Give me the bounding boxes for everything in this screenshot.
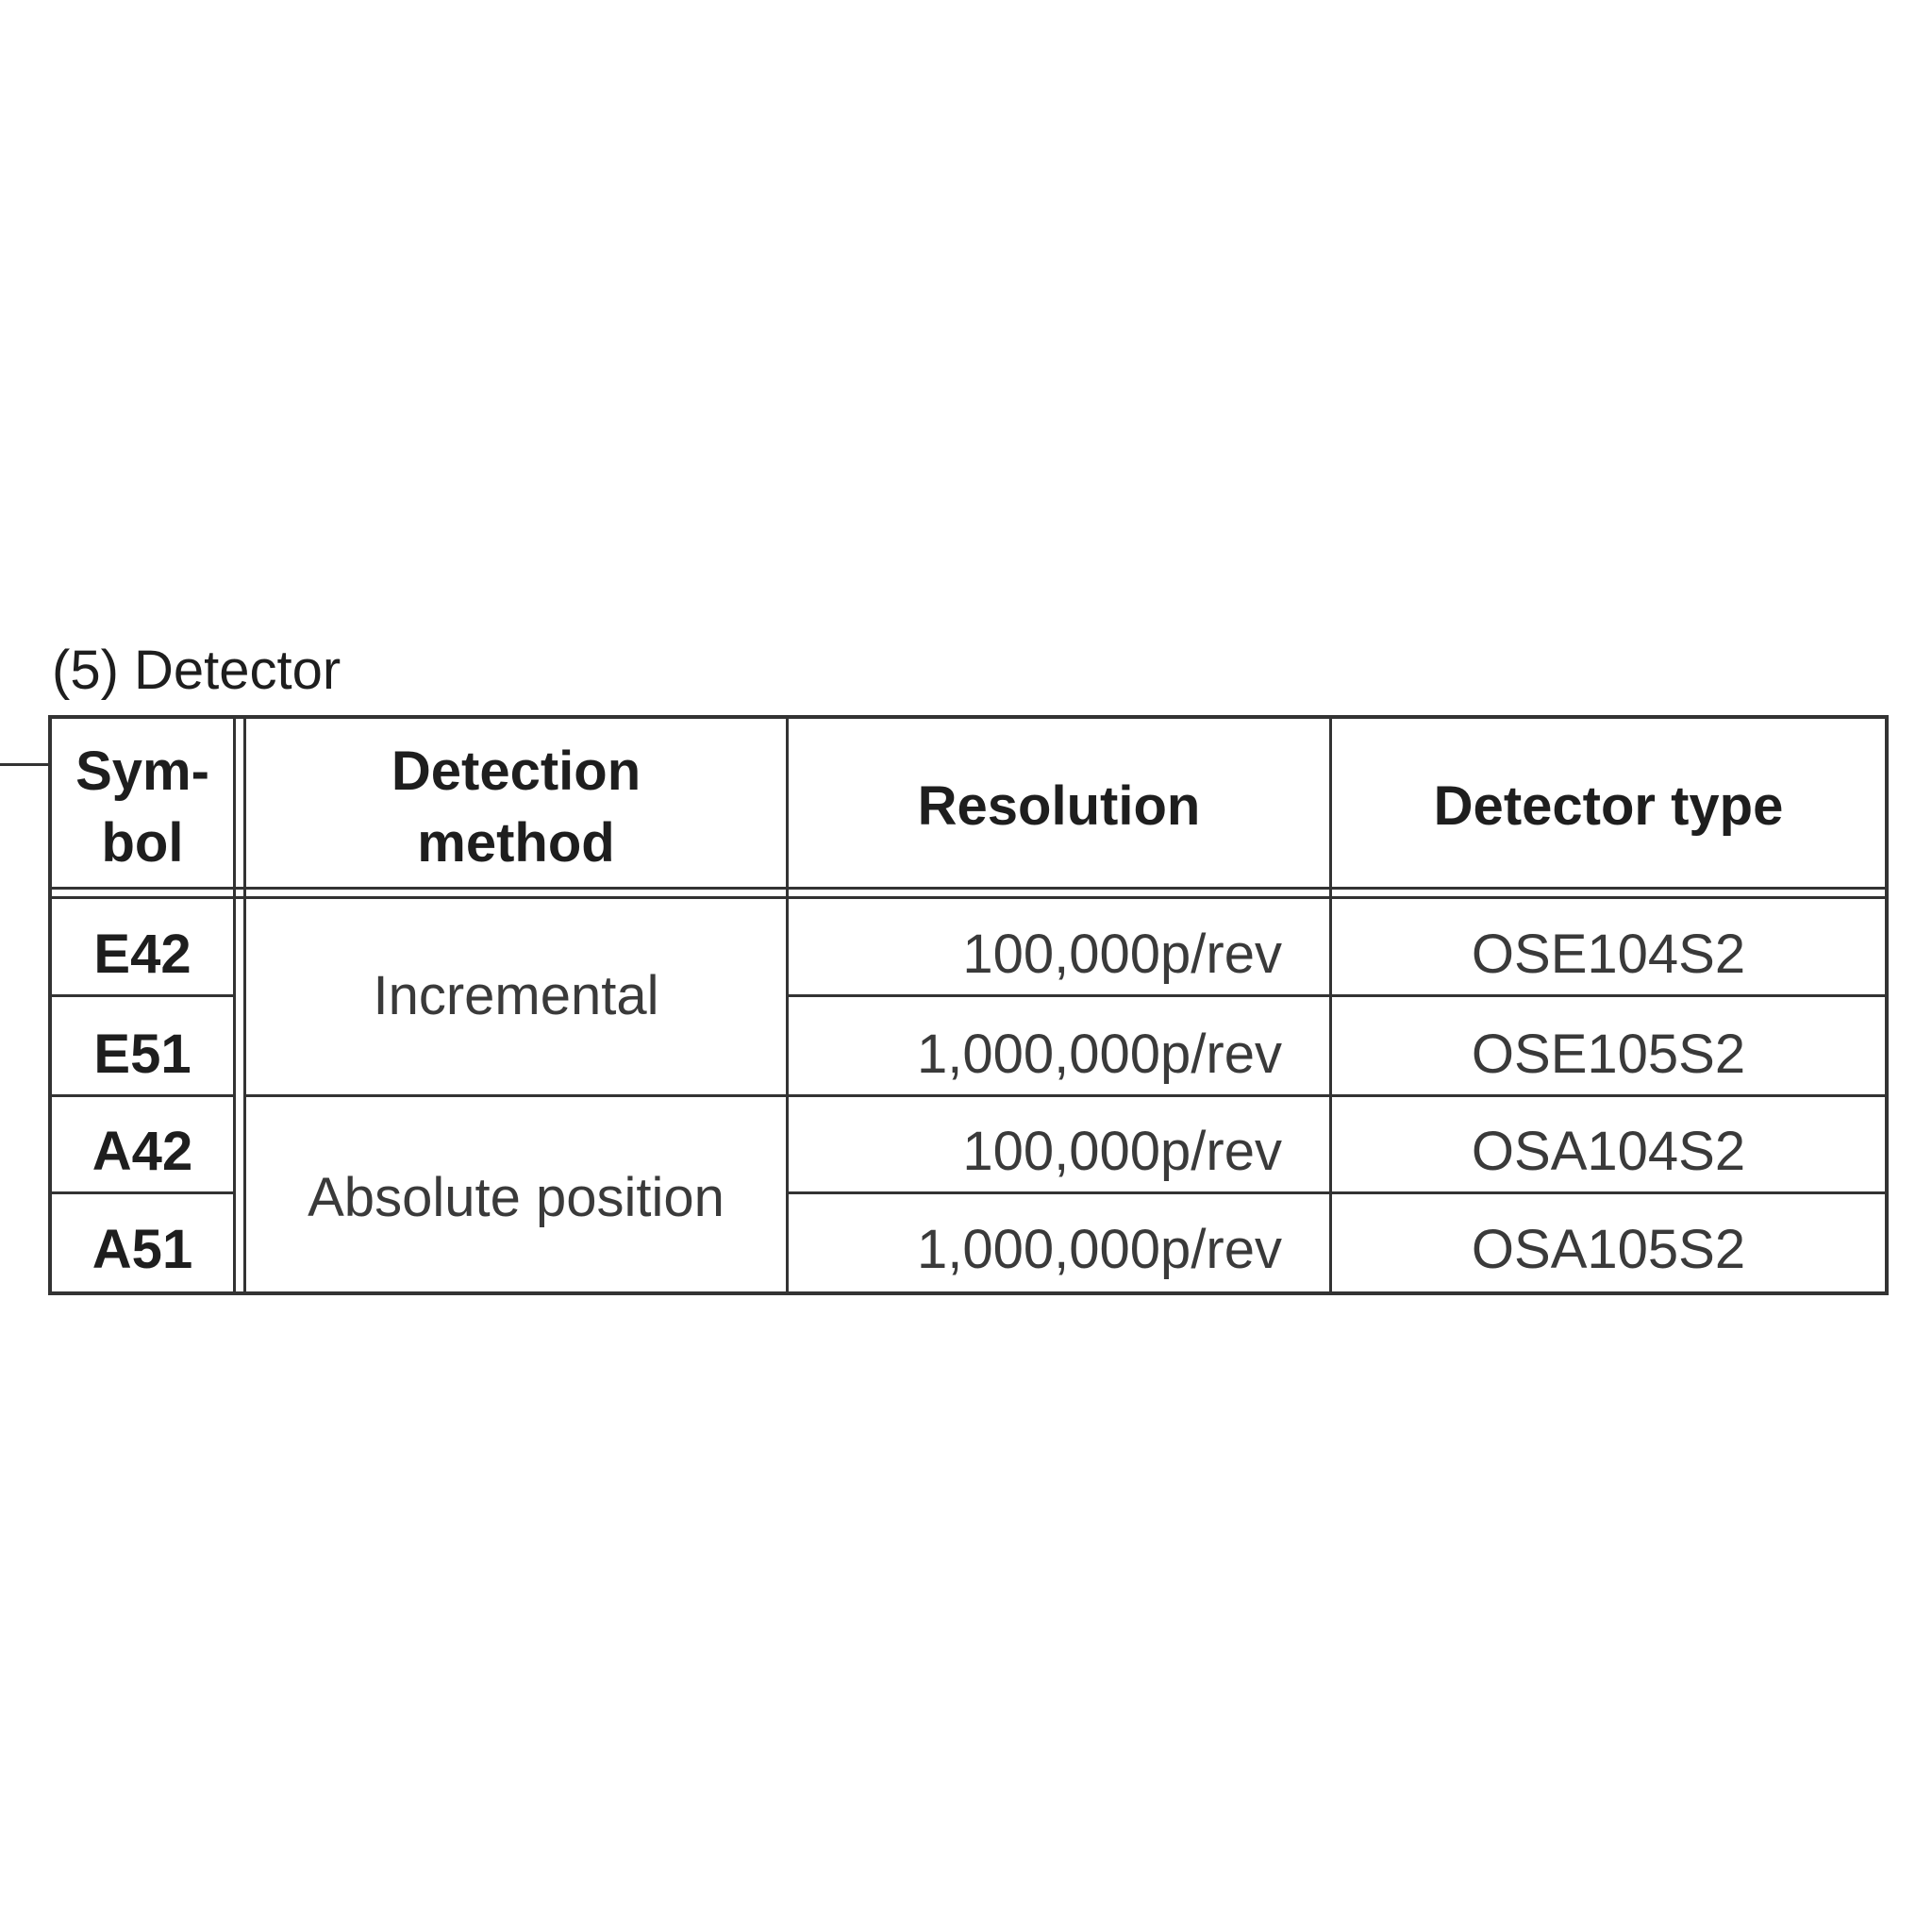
resolution-cell: 1,000,000p/rev [917,1219,1282,1280]
table-border-bottom [48,1291,1889,1295]
symbol-cell: A42 [92,1121,193,1182]
row-line-values-2 [786,1094,1889,1097]
method-group-absolute: Absolute position [308,1167,724,1228]
resolution-cell: 100,000p/rev [962,1121,1282,1182]
detector-type-cell: OSE104S2 [1471,924,1746,985]
header-resolution: Resolution [917,775,1201,837]
header-detector-type: Detector type [1433,775,1784,837]
row-line-values-3 [786,1191,1889,1194]
symbol-cell: E42 [93,924,192,985]
table-border-right [1885,715,1889,1295]
header-divider-a [48,887,1889,890]
row-line-symbol-1 [48,994,235,997]
detector-type-cell: OSA105S2 [1471,1219,1746,1280]
symbol-cell: E51 [93,1024,192,1085]
resolution-cell: 100,000p/rev [962,924,1282,985]
leader-line [0,763,49,766]
detector-type-cell: OSA104S2 [1471,1121,1746,1182]
detector-type-cell: OSE105S2 [1471,1024,1746,1085]
symbol-cell: A51 [92,1219,193,1280]
table-border-left [48,715,52,1295]
resolution-cell: 1,000,000p/rev [917,1024,1282,1085]
header-symbol-line1: Sym- [75,741,209,802]
section-title: (5) Detector [52,640,341,701]
row-line-symbol-3 [48,1191,235,1194]
header-divider-b [48,896,1889,899]
row-line-symbol-2 [48,1094,235,1097]
row-line-values-1 [786,994,1889,997]
symbol-divider-a [233,715,236,1295]
row-line-method-group [243,1094,788,1097]
header-method-line2: method [417,812,615,874]
header-method-line1: Detection [391,741,641,802]
table-border-top [48,715,1889,719]
method-group-incremental: Incremental [373,965,659,1026]
header-symbol-line2: bol [101,812,184,874]
